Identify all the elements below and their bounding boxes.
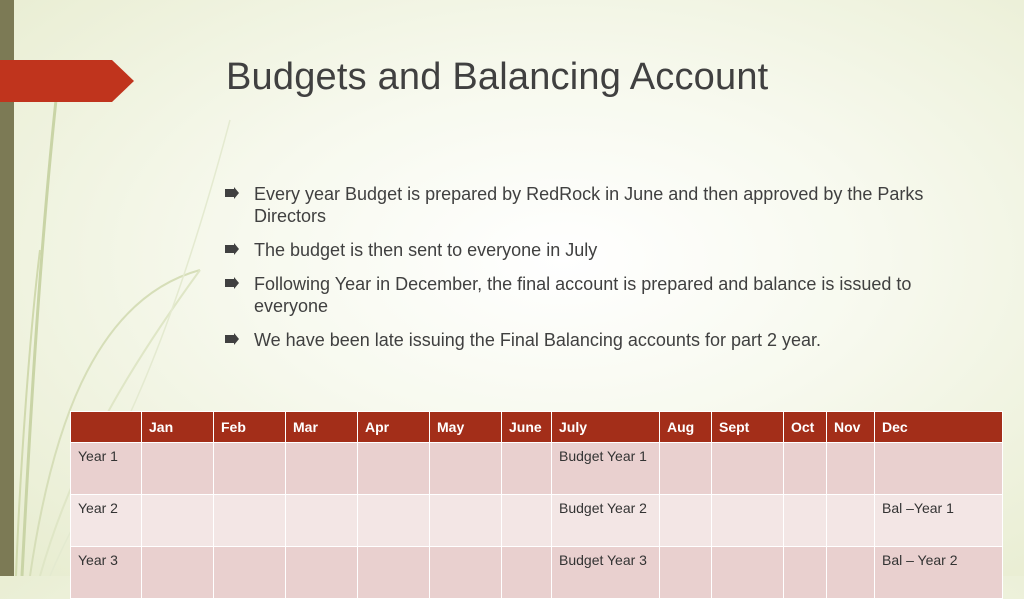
table-cell (660, 495, 712, 547)
table-cell (712, 443, 784, 495)
header-cell: Sept (712, 412, 784, 443)
table-cell (875, 443, 1003, 495)
table-cell (358, 495, 430, 547)
table-cell (784, 495, 827, 547)
header-cell: Apr (358, 412, 430, 443)
table-cell: Year 3 (71, 547, 142, 599)
table-header-row (71, 412, 1003, 443)
table-cell (430, 443, 502, 495)
table-cell (784, 547, 827, 599)
table-cell (142, 443, 214, 495)
table-cell: Budget Year 2 (552, 495, 660, 547)
header-cell (71, 412, 142, 443)
arrow-bullet-icon (225, 187, 239, 199)
table-cell (286, 443, 358, 495)
table-cell (286, 547, 358, 599)
bullet-item (225, 273, 965, 317)
bullet-item (225, 183, 965, 227)
table-cell (502, 495, 552, 547)
table-cell: Budget Year 3 (552, 547, 660, 599)
header-cell: Aug (660, 412, 712, 443)
bullet-list (225, 183, 965, 363)
table-cell (502, 443, 552, 495)
table-cell (827, 443, 875, 495)
table-cell (502, 547, 552, 599)
table-cell (142, 547, 214, 599)
header-cell: Nov (827, 412, 875, 443)
table-cell (430, 495, 502, 547)
table-cell: Budget Year 1 (552, 443, 660, 495)
header-cell: May (430, 412, 502, 443)
table-cell (142, 495, 214, 547)
bullet-text: Every year Budget is prepared by RedRock in June and then approved by the Parks Directors (254, 184, 924, 226)
header-cell: Mar (286, 412, 358, 443)
arrow-bullet-icon (225, 333, 239, 345)
table-cell (214, 443, 286, 495)
arrow-bullet-icon (225, 277, 239, 289)
table-cell (358, 443, 430, 495)
bullet-text: The budget is then sent to everyone in July (254, 240, 598, 260)
header-cell: July (552, 412, 660, 443)
table-cell (430, 547, 502, 599)
table-row (71, 547, 1003, 599)
table-row (71, 495, 1003, 547)
header-cell: Feb (214, 412, 286, 443)
title-accent-arrow (0, 60, 134, 102)
bullet-text: Following Year in December, the final account is prepared and balance is issued to everyone (254, 274, 912, 316)
table-cell (660, 547, 712, 599)
table-cell (712, 495, 784, 547)
table-cell: Bal – Year 2 (875, 547, 1003, 599)
table-cell (660, 443, 712, 495)
header-cell: Dec (875, 412, 1003, 443)
table-cell (712, 547, 784, 599)
table-cell (827, 547, 875, 599)
table-cell (358, 547, 430, 599)
bullet-item (225, 239, 965, 261)
table-cell (214, 495, 286, 547)
budget-calendar-table (70, 411, 1003, 599)
header-cell: June (502, 412, 552, 443)
table-cell (784, 443, 827, 495)
arrow-bullet-icon (225, 243, 239, 255)
bullet-text: We have been late issuing the Final Balancing accounts for part 2 year. (254, 330, 822, 350)
table-cell (827, 495, 875, 547)
table-cell: Year 1 (71, 443, 142, 495)
table-cell (214, 547, 286, 599)
slide-title: Budgets and Balancing Account (226, 56, 769, 98)
table-cell: Bal –Year 1 (875, 495, 1003, 547)
bullet-item (225, 329, 965, 351)
header-cell: Jan (142, 412, 214, 443)
table-row (71, 443, 1003, 495)
header-cell: Oct (784, 412, 827, 443)
table-cell: Year 2 (71, 495, 142, 547)
table-cell (286, 495, 358, 547)
